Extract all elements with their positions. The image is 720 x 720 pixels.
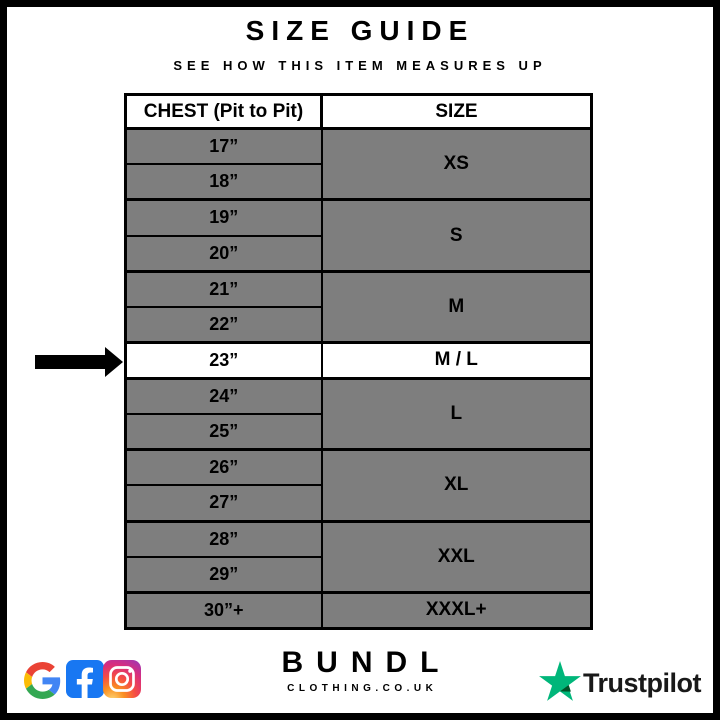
size-cell: XS: [322, 129, 592, 200]
brand-name: BUNDL: [281, 646, 452, 679]
highlight-arrow-icon: [35, 347, 123, 377]
table-row: [126, 592, 592, 628]
trustpilot-star-icon: [539, 661, 581, 706]
table-row: [126, 200, 592, 236]
size-table-body: [126, 129, 592, 629]
brand-domain: CLOTHING.CO.UK: [287, 683, 438, 694]
chest-cell: 22”: [126, 307, 322, 343]
chest-column-header: CHEST (Pit to Pit): [126, 95, 322, 129]
table-row: [126, 450, 592, 486]
table-row: [126, 271, 592, 307]
chest-cell: 23”: [126, 343, 322, 379]
table-row: [126, 343, 592, 379]
arrow-head: [105, 347, 123, 377]
size-cell: M / L: [322, 343, 592, 379]
chest-cell: 30”+: [126, 592, 322, 628]
size-cell: XXL: [322, 521, 592, 592]
table-row: [126, 521, 592, 557]
size-cell: XXXL+: [322, 592, 592, 628]
page-title: SIZE GUIDE: [245, 15, 475, 46]
chest-cell: 26”: [126, 450, 322, 486]
page-subtitle: SEE HOW THIS ITEM MEASURES UP: [173, 58, 547, 73]
chest-cell: 19”: [126, 200, 322, 236]
size-cell: L: [322, 378, 592, 449]
size-cell: XL: [322, 450, 592, 521]
table-row: [126, 129, 592, 165]
trustpilot-label: Trustpilot: [583, 668, 701, 698]
size-column-header: SIZE: [322, 95, 592, 129]
trustpilot-logo: [539, 661, 701, 706]
chest-cell: 27”: [126, 485, 322, 521]
chest-cell: 20”: [126, 236, 322, 272]
table-row: [126, 378, 592, 414]
chest-cell: 28”: [126, 521, 322, 557]
chest-cell: 21”: [126, 271, 322, 307]
size-table: [124, 93, 593, 630]
size-cell: S: [322, 200, 592, 271]
arrow-shaft: [35, 355, 109, 369]
chest-cell: 17”: [126, 129, 322, 165]
size-cell: M: [322, 271, 592, 342]
chest-cell: 24”: [126, 378, 322, 414]
chest-cell: 18”: [126, 164, 322, 200]
table-header-row: [126, 95, 592, 129]
chest-cell: 29”: [126, 557, 322, 593]
chest-cell: 25”: [126, 414, 322, 450]
